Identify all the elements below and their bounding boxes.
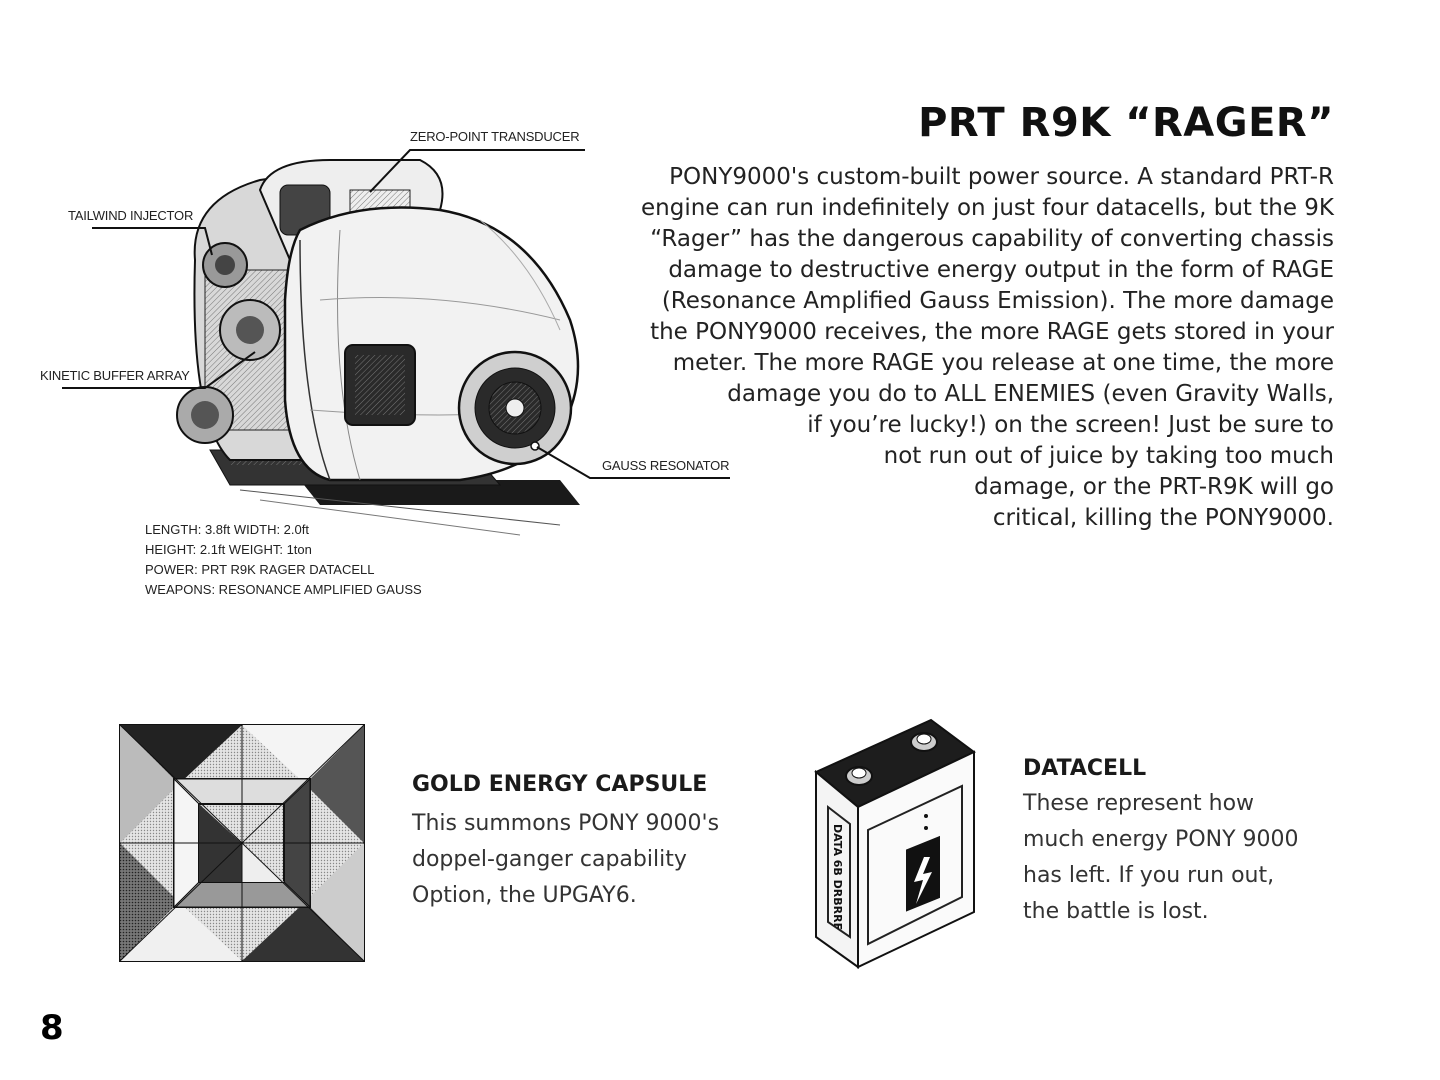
datacell-battery-icon xyxy=(806,712,986,974)
description-line: the PONY9000 receives, the more RAGE gets stored in your xyxy=(650,319,1334,345)
datacell-line: the battle is lost. xyxy=(1023,899,1209,924)
capsule-line: Option, the UPGAY6. xyxy=(412,883,637,908)
page-number: 8 xyxy=(40,1008,64,1048)
description-line: critical, killing the PONY9000. xyxy=(992,505,1334,531)
description-line: PONY9000's custom-built power source. A standard PRT-R xyxy=(669,164,1334,190)
description-line: damage to destructive energy output in the form of RAGE xyxy=(668,257,1334,283)
spec-line: LENGTH: 3.8ft WIDTH: 2.0ft xyxy=(145,522,309,537)
description-line: damage, or the PRT-R9K will go xyxy=(974,474,1334,500)
spec-line: POWER: PRT R9K RAGER DATACELL xyxy=(145,562,375,577)
spec-line: WEAPONS: RESONANCE AMPLIFIED GAUSS xyxy=(145,582,422,597)
description-line: meter. The more RAGE you release at one time, the more xyxy=(672,350,1334,376)
spec-line: HEIGHT: 2.1ft WEIGHT: 1ton xyxy=(145,542,312,557)
description-line: if you’re lucky!) on the screen! Just be sure to xyxy=(807,412,1334,438)
datacell-line: has left. If you run out, xyxy=(1023,863,1275,888)
gauss-resonator-label: GAUSS RESONATOR xyxy=(602,458,730,473)
gold-energy-capsule-description xyxy=(412,806,719,914)
engine-specs xyxy=(145,520,422,600)
capsule-line: doppel-ganger capability xyxy=(412,847,687,872)
datacell-line: much energy PONY 9000 xyxy=(1023,827,1299,852)
datacell-title: DATACELL xyxy=(1023,756,1147,781)
datacell-description xyxy=(1023,786,1299,930)
gold-energy-capsule-icon xyxy=(119,724,365,962)
engine-illustration xyxy=(30,110,740,540)
gold-energy-capsule-title: GOLD ENERGY CAPSULE xyxy=(412,772,708,797)
kinetic-buffer-array-label: KINETIC BUFFER ARRAY xyxy=(40,368,190,383)
datacell-line: These represent how xyxy=(1023,791,1255,816)
description-line: (Resonance Amplified Gauss Emission). The more damage xyxy=(661,288,1334,314)
description-line: engine can run indefinitely on just four datacells, but the 9K xyxy=(641,195,1334,221)
capsule-line: This summons PONY 9000's xyxy=(412,811,720,836)
datacell-side-label: DATA 6B DRBRRF xyxy=(831,824,844,931)
description-line: “Rager” has the dangerous capability of converting chassis xyxy=(650,226,1334,252)
zero-point-transducer-label: ZERO-POINT TRANSDUCER xyxy=(410,129,580,144)
page-title: PRT R9K “RAGER” xyxy=(918,100,1334,146)
description-line: not run out of juice by taking too much xyxy=(883,443,1334,469)
description-line: damage you do to ALL ENEMIES (even Gravity Walls, xyxy=(727,381,1334,407)
tailwind-injector-label: TAILWIND INJECTOR xyxy=(68,208,194,223)
